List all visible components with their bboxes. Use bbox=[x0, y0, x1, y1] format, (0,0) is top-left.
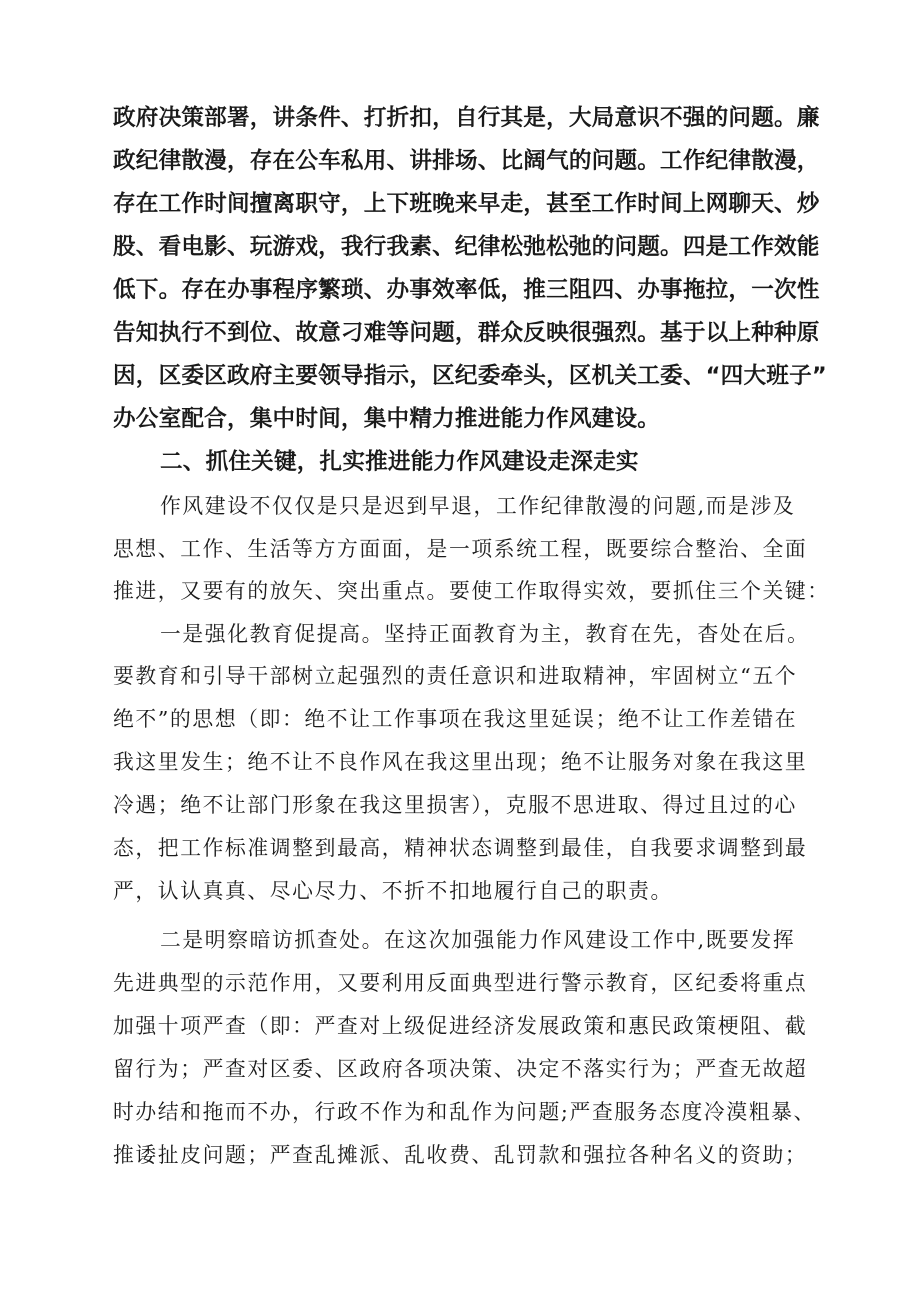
paragraph-line: 股、看电影、玩游戏，我行我素、纪律松弛松弛的问题。四是工作效能 bbox=[113, 234, 820, 260]
paragraph-line: 政纪律散漫，存在公车私用、讲排场、比阔气的问题。工作纪律散漫， bbox=[113, 148, 820, 174]
paragraph-line: 加强十项严查（即：严查对上级促进经济发展政策和惠民政策梗阻、截 bbox=[113, 1014, 808, 1038]
paragraph-line: 政府决策部署，讲条件、打折扣，自行其是，大局意识不强的问题。廉 bbox=[113, 105, 820, 131]
paragraph-line: 冷遇；绝不让部门形象在我这里损害），克服不思进取、得过且过的心 bbox=[113, 793, 797, 817]
paragraph-line: 一是强化教育促提高。坚持正面教育为主，教育在先，杳处在后。 bbox=[160, 622, 810, 646]
paragraph-line: 我这里发生；绝不让不良作风在我这里出现；绝不让服务对象在我这里 bbox=[113, 750, 808, 774]
paragraph-line: 严，认认真真、尽心尽力、不折不扣地履行自己的职责。 bbox=[113, 879, 673, 903]
paragraph-line: 存在工作时间擅离职守，上下班晚来早走，甚至工作时间上网聊天、炒 bbox=[113, 191, 820, 217]
paragraph-line: 推进，又要有的放矢、突出重点。要使工作取得实效，要抓住三个关键： bbox=[113, 579, 830, 603]
paragraph-line: 态，把工作标准调整到最高，精神状态调整到最佳，自我要求调整到最 bbox=[113, 836, 808, 860]
paragraph-line: 办公室配合，集中时间，集中精力推进能力作风建设。 bbox=[113, 406, 661, 432]
paragraph-line: 告知执行不到位、故意刁难等问题，群众反映很强烈。基于以上种种原 bbox=[113, 320, 820, 346]
paragraph-line: 思想、工作、生活等方方面面，是一项系统工程，既要综合整治、全面 bbox=[113, 537, 808, 561]
paragraph-line: 时办结和拖而不办，行政不作为和乱作为问题;严查服务态度冷漠粗暴、 bbox=[113, 1100, 816, 1124]
paragraph-line: 绝不”的思想（即：绝不让工作事项在我这里延误；绝不让工作差错在 bbox=[113, 707, 798, 731]
paragraph-line: 推诿扯皮问题；严查乱摊派、乱收费、乱罚款和强拉各种名义的资助； bbox=[113, 1143, 808, 1167]
paragraph-line: 二是明察暗访抓查处。在这次加强能力作风建设工作中,既要发挥 bbox=[160, 928, 796, 952]
paragraph-line: 低下。存在办事程序繁琐、办事效率低，推三阻四、办事拖拉，一次性 bbox=[113, 277, 820, 303]
paragraph-line: 先进典型的示范作用，又要利用反面典型进行警示教育，区纪委将重点 bbox=[113, 971, 808, 995]
paragraph-line: 要教育和引导干部树立起强烈的责任意识和进取精神，牢固树立“五个 bbox=[113, 664, 798, 688]
paragraph-line: 因，区委区政府主要领导指示，区纪委牵头，区机关工委、“四大班子” bbox=[113, 363, 827, 389]
section-heading: 二、抓住关键，扎实推进能力作风建设走深走实 bbox=[160, 449, 639, 475]
paragraph-line: 留行为；严查对区委、区政府各项决策、决定不落实行为；严查无故超 bbox=[113, 1057, 808, 1081]
paragraph-line: 作风建设不仅仅是只是迟到早退，工作纪律散漫的问题,而是涉及 bbox=[160, 494, 796, 518]
